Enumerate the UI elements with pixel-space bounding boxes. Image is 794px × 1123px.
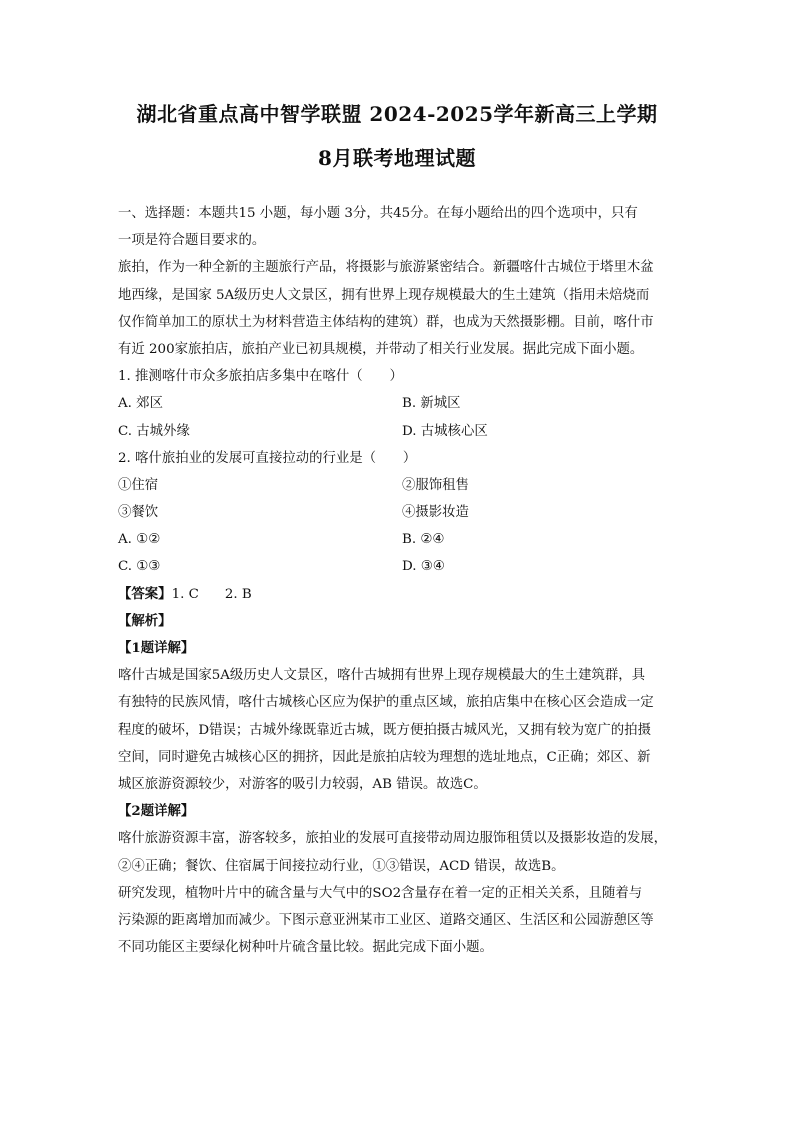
- answer-1: 1. C: [171, 586, 199, 602]
- section-instruction: 一、选择题：本题共15 小题，每小题 3分，共45分。在每小题给出的四个选项中，只有: [118, 206, 638, 221]
- detail-1-line: 有独特的民族风情，喀什古城核心区应为保护的重点区域，旅拍店集中在核心区会造成一定: [118, 695, 654, 711]
- question-1-options-row: [118, 390, 678, 417]
- detail-1-line: 喀什古城是国家5A级历史人文景区，喀什古城拥有世界上现存规模最大的生土建筑群，具: [118, 668, 646, 684]
- detail-2-line: ②④正确；餐饮、住宿属于间接拉动行业，①③错误，ACD 错误，故选B。: [118, 858, 565, 874]
- passage-1-line: 地西缘，是国家 5A级历史人文景区，拥有世界上现存规模最大的生土建筑（指用未焙烧而: [118, 287, 650, 303]
- question-2-options-row: [118, 526, 678, 553]
- passage-2-line: 研究发现，植物叶片中的硫含量与大气中的SO2含量存在着一定的正相关关系，且随着与: [118, 885, 643, 901]
- detail-1-line: 空间，同时避免古城核心区的拥挤，因此是旅拍店较为理想的选址地点，C正确；郊区、新: [118, 749, 651, 765]
- question-2-item-2: ②服饰租售: [402, 477, 469, 493]
- question-1-options-row: [118, 418, 678, 445]
- answer-2: 2. B: [224, 586, 252, 602]
- question-1-stem: 1. 推测喀什市众多旅拍店多集中在喀什（ ）: [118, 369, 403, 385]
- analysis-label: 【解析】: [118, 612, 172, 629]
- question-2-option-b: B. ②④: [402, 532, 445, 548]
- passage-1-line: 旅拍，作为一种全新的主题旅行产品，将摄影与旅游紧密结合。新疆喀什古城位于塔里木盆: [118, 260, 654, 276]
- answer-line: [118, 581, 678, 608]
- passage-1-line: 有近 200家旅拍店，旅拍产业已初具规模，并带动了相关行业发展。据此完成下面小题。: [118, 341, 644, 357]
- passage-1-line: 仅作简单加工的原状土为材料营造主体结构的建筑）群，也成为天然摄影棚。目前，喀什市: [118, 314, 654, 330]
- question-2-option-a: A. ①②: [118, 532, 161, 548]
- passage-2-line: 污染源的距离增加而减少。下图示意亚洲某市工业区、道路交通区、生活区和公园游憩区等: [118, 912, 654, 928]
- answer-label: 【答案】: [118, 585, 172, 602]
- detail-2-line: 喀什旅游资源丰富，游客较多，旅拍业的发展可直接带动周边服饰租赁以及摄影妆造的发展，: [118, 831, 668, 847]
- question-1-option-b: B. 新城区: [402, 396, 461, 412]
- question-1-option-c: C. 古城外缘: [118, 423, 190, 439]
- question-2-item-1: ①住宿: [118, 477, 159, 493]
- question-2-items-row: [118, 472, 678, 499]
- detail-2-label: 【2题详解】: [118, 803, 195, 820]
- question-2-item-4: ④摄影妆造: [402, 505, 469, 521]
- question-2-options-row: [118, 553, 678, 580]
- question-2-option-c: C. ①③: [118, 559, 161, 575]
- question-2-items-row: [118, 499, 678, 526]
- question-1-option-d: D. 古城核心区: [402, 423, 488, 439]
- question-2-option-d: D. ③④: [402, 559, 445, 575]
- question-2-item-3: ③餐饮: [118, 505, 159, 521]
- document-title-line-2: 8月联考地理试题: [318, 146, 476, 170]
- document-body: [118, 200, 678, 961]
- document-title-line-1: 湖北省重点高中智学联盟 2024-2025学年新高三上学期: [136, 102, 658, 126]
- section-instruction: 一项是符合题目要求的。: [118, 233, 266, 249]
- passage-2-line: 不同功能区主要绿化树种叶片硫含量比较。据此完成下面小题。: [118, 940, 493, 956]
- detail-1-line: 程度的破坏，D错误；古城外缘既靠近古城，既方便拍摄古城风光，又拥有较为宽广的拍摄: [118, 722, 651, 738]
- detail-1-line: 城区旅游资源较少，对游客的吸引力较弱，AB 错误。故选C。: [118, 776, 487, 792]
- detail-1-label: 【1题详解】: [118, 640, 195, 656]
- question-1-option-a: A. 郊区: [118, 396, 163, 412]
- question-2-stem: 2. 喀什旅拍业的发展可直接拉动的行业是（ ）: [118, 450, 417, 466]
